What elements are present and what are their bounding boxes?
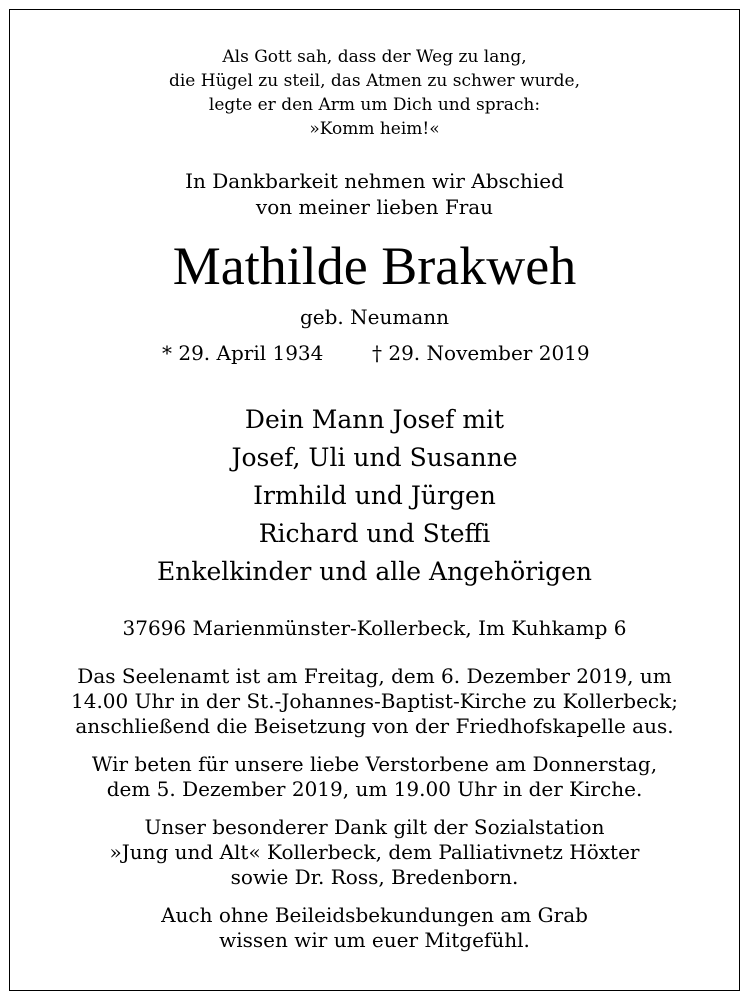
note-line-8: sowie Dr. Ross, Bredenborn. — [230, 865, 519, 889]
poem-line-4: »Komm heim!« — [309, 119, 440, 139]
note-line-2: 14.00 Uhr in der St.-Johannes-Baptist-Kirche zu Kollerbeck; — [71, 689, 678, 713]
family-line-4: Richard und Steffi — [258, 519, 491, 548]
address: 37696 Marienmünster-Kollerbeck, Im Kuhkamp 6 — [122, 616, 627, 640]
life-dates — [10, 340, 739, 366]
family-line-2: Josef, Uli und Susanne — [231, 443, 518, 472]
maiden-name: geb. Neumann — [299, 305, 450, 329]
note-line-4: Wir beten für unsere liebe Verstorbene am Donnerstag, — [91, 752, 658, 776]
note-line-1: Das Seelenamt ist am Freitag, dem 6. Dezember 2019, um — [77, 664, 672, 688]
poem-line-3: legte er den Arm um Dich und sprach: — [208, 95, 541, 115]
note-line-10: wissen wir um euer Mitgefühl. — [219, 928, 530, 952]
family-line-5: Enkelkinder und alle Angehörigen — [157, 557, 592, 586]
birth-date: * 29. April 1934 — [162, 341, 324, 365]
death-date: † 29. November 2019 — [372, 341, 590, 365]
poem-line-1: Als Gott sah, dass der Weg zu lang, — [222, 47, 527, 67]
deceased-name: Mathilde Brakweh — [172, 236, 577, 296]
note-line-5: dem 5. Dezember 2019, um 19.00 Uhr in der Kirche. — [106, 777, 643, 801]
family-line-3: Irmhild und Jürgen — [253, 481, 496, 510]
note-line-7: »Jung und Alt« Kollerbeck, dem Palliativnetz Höxter — [109, 840, 640, 864]
intro-line-1: In Dankbarkeit nehmen wir Abschied — [185, 169, 564, 193]
note-line-3: anschließend die Beisetzung von der Friedhofskapelle aus. — [75, 714, 674, 738]
family-line-1: Dein Mann Josef mit — [244, 405, 505, 434]
poem-line-2: die Hügel zu steil, das Atmen zu schwer wurde, — [168, 71, 581, 91]
note-line-6: Unser besonderer Dank gilt der Sozialstation — [144, 815, 605, 839]
intro-line-2: von meiner lieben Frau — [255, 195, 494, 219]
obituary-notice — [9, 9, 740, 991]
note-line-9: Auch ohne Beileidsbekundungen am Grab — [161, 903, 588, 927]
